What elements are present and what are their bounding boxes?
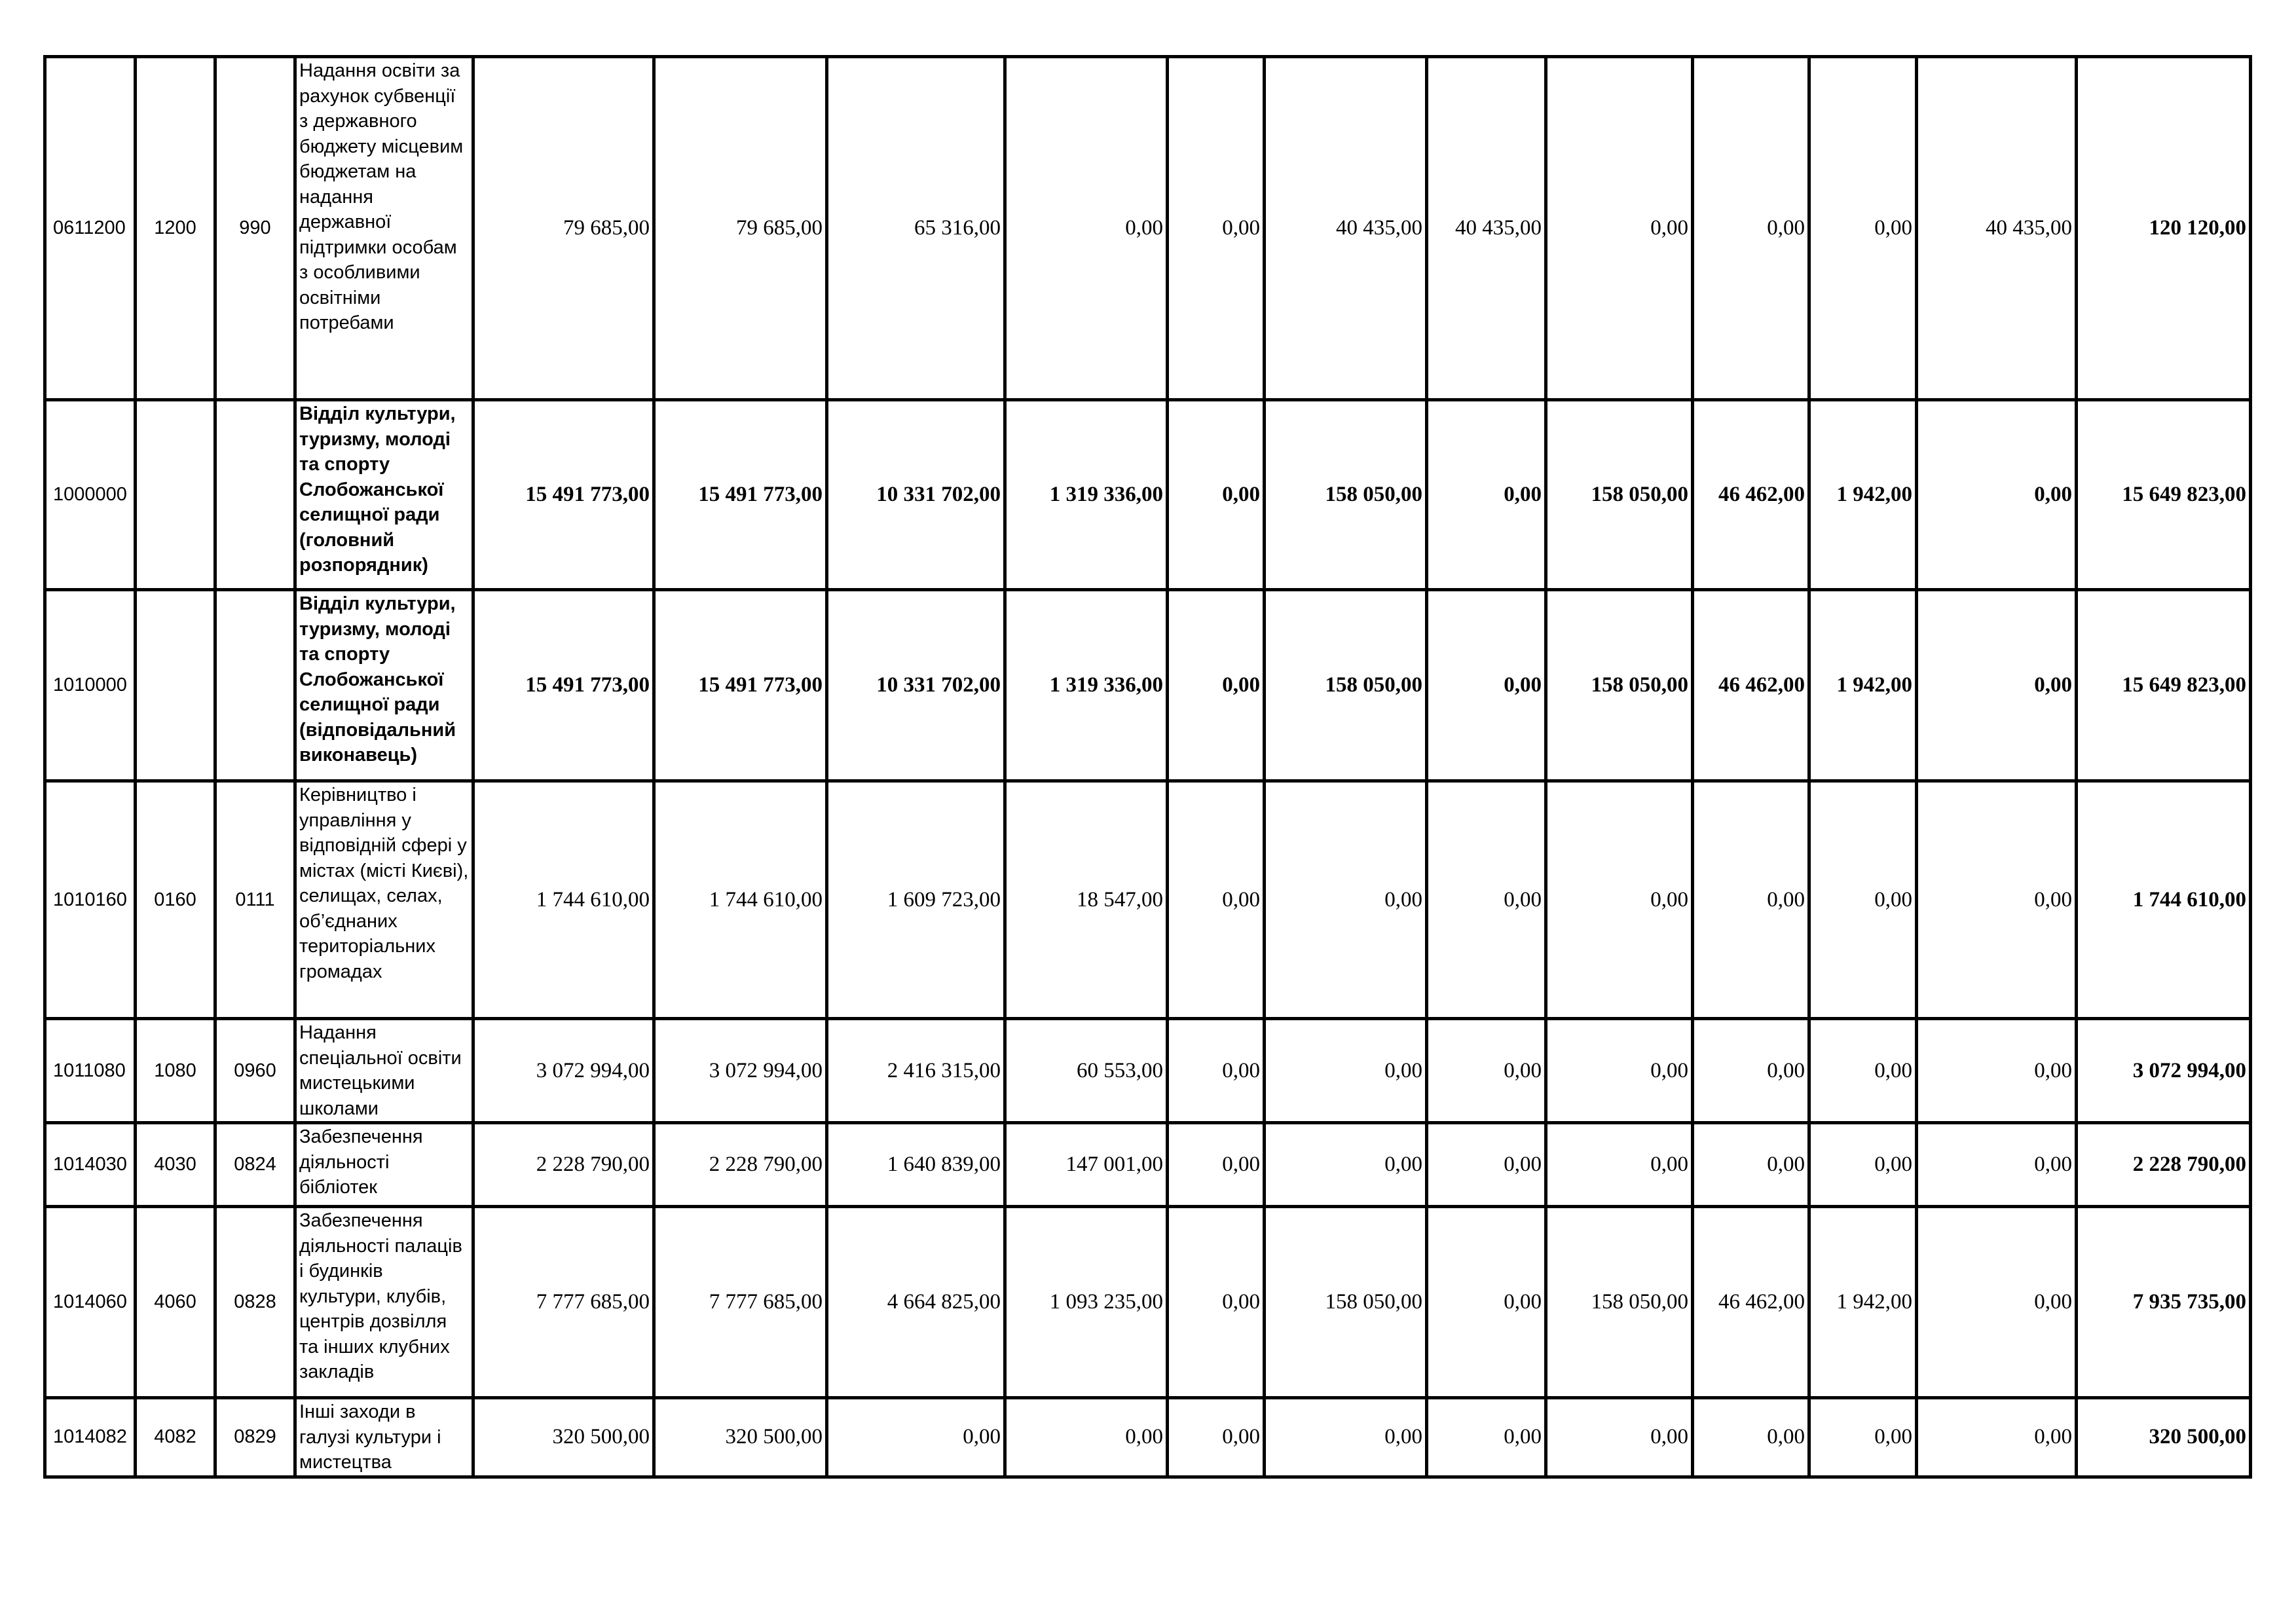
value-cell: 2 228 790,00	[473, 1123, 654, 1207]
kfkvk-code-cell	[215, 590, 295, 781]
total-cell: 15 649 823,00	[2077, 590, 2251, 781]
value-cell: 15 491 773,00	[654, 400, 827, 590]
value-cell: 0,00	[1005, 57, 1168, 400]
value-cell: 15 491 773,00	[473, 400, 654, 590]
value-cell: 15 491 773,00	[473, 590, 654, 781]
value-cell: 0,00	[1427, 781, 1546, 1019]
value-cell: 60 553,00	[1005, 1019, 1168, 1123]
value-cell: 320 500,00	[654, 1398, 827, 1477]
value-cell: 158 050,00	[1546, 1207, 1693, 1398]
value-cell: 0,00	[1265, 781, 1427, 1019]
value-cell: 40 435,00	[1917, 57, 2077, 400]
value-cell: 79 685,00	[654, 57, 827, 400]
value-cell: 0,00	[1265, 1398, 1427, 1477]
value-cell: 0,00	[1265, 1123, 1427, 1207]
function-code-cell: 4060	[136, 1207, 215, 1398]
value-cell: 158 050,00	[1546, 400, 1693, 590]
value-cell: 1 609 723,00	[827, 781, 1005, 1019]
program-code-cell: 1014060	[45, 1207, 136, 1398]
name-cell: Відділ культури, туризму, молоді та спорту Слобожанської селищної ради (відповідальний виконавець)	[295, 590, 473, 781]
name-cell: Надання спеціальної освіти мистецькими школами	[295, 1019, 473, 1123]
total-cell: 320 500,00	[2077, 1398, 2251, 1477]
value-cell: 0,00	[1693, 1398, 1809, 1477]
kfkvk-code-cell: 0960	[215, 1019, 295, 1123]
value-cell: 0,00	[1168, 1398, 1265, 1477]
value-cell: 0,00	[1693, 1123, 1809, 1207]
kfkvk-code-cell: 990	[215, 57, 295, 400]
value-cell: 0,00	[1168, 400, 1265, 590]
value-cell: 147 001,00	[1005, 1123, 1168, 1207]
function-code-cell: 4082	[136, 1398, 215, 1477]
value-cell: 158 050,00	[1265, 590, 1427, 781]
value-cell: 40 435,00	[1427, 57, 1546, 400]
kfkvk-code-cell: 0828	[215, 1207, 295, 1398]
value-cell: 0,00	[1917, 1019, 2077, 1123]
value-cell: 0,00	[1693, 1019, 1809, 1123]
program-code-cell: 0611200	[45, 57, 136, 400]
table-row	[45, 1398, 2251, 1477]
value-cell: 0,00	[1809, 57, 1917, 400]
total-cell: 15 649 823,00	[2077, 400, 2251, 590]
function-code-cell: 1200	[136, 57, 215, 400]
value-cell: 2 228 790,00	[654, 1123, 827, 1207]
value-cell: 46 462,00	[1693, 400, 1809, 590]
value-cell: 0,00	[1427, 590, 1546, 781]
value-cell: 0,00	[1427, 1123, 1546, 1207]
table-row	[45, 400, 2251, 590]
value-cell: 7 777 685,00	[473, 1207, 654, 1398]
program-code-cell: 1014082	[45, 1398, 136, 1477]
value-cell: 1 640 839,00	[827, 1123, 1005, 1207]
value-cell: 0,00	[1005, 1398, 1168, 1477]
value-cell: 0,00	[1917, 1123, 2077, 1207]
value-cell: 1 942,00	[1809, 400, 1917, 590]
value-cell: 15 491 773,00	[654, 590, 827, 781]
kfkvk-code-cell: 0829	[215, 1398, 295, 1477]
name-cell: Інші заходи в галузі культури і мистецтва	[295, 1398, 473, 1477]
value-cell: 1 319 336,00	[1005, 400, 1168, 590]
value-cell: 0,00	[1168, 1123, 1265, 1207]
value-cell: 0,00	[1427, 400, 1546, 590]
name-cell: Керівництво і управління у відповідній сфері у містах (місті Києві), селищах, селах, об’єднаних територіальних громадах	[295, 781, 473, 1019]
name-cell: Забезпечення діяльності палаців і будинків культури, клубів, центрів дозвілля та інших клубних закладів	[295, 1207, 473, 1398]
value-cell: 0,00	[1427, 1019, 1546, 1123]
program-code-cell: 1010160	[45, 781, 136, 1019]
value-cell: 46 462,00	[1693, 1207, 1809, 1398]
value-cell: 65 316,00	[827, 57, 1005, 400]
program-code-cell: 1010000	[45, 590, 136, 781]
value-cell: 1 744 610,00	[473, 781, 654, 1019]
value-cell: 0,00	[1265, 1019, 1427, 1123]
value-cell: 0,00	[1917, 1207, 2077, 1398]
value-cell: 40 435,00	[1265, 57, 1427, 400]
value-cell: 0,00	[1917, 1398, 2077, 1477]
value-cell: 10 331 702,00	[827, 400, 1005, 590]
value-cell: 0,00	[1693, 781, 1809, 1019]
total-cell: 120 120,00	[2077, 57, 2251, 400]
table-body	[45, 57, 2251, 1477]
value-cell: 0,00	[1546, 1019, 1693, 1123]
value-cell: 0,00	[1427, 1207, 1546, 1398]
value-cell: 0,00	[1546, 781, 1693, 1019]
value-cell: 0,00	[1917, 781, 2077, 1019]
value-cell: 0,00	[1917, 590, 2077, 781]
total-cell: 1 744 610,00	[2077, 781, 2251, 1019]
value-cell: 0,00	[1546, 57, 1693, 400]
total-cell: 2 228 790,00	[2077, 1123, 2251, 1207]
function-code-cell	[136, 590, 215, 781]
function-code-cell: 1080	[136, 1019, 215, 1123]
value-cell: 0,00	[1917, 400, 2077, 590]
function-code-cell: 4030	[136, 1123, 215, 1207]
value-cell: 1 744 610,00	[654, 781, 827, 1019]
name-cell: Надання освіти за рахунок субвенції з державного бюджету місцевим бюджетам на надання державної підтримки особам з особливими освітніми потребами	[295, 57, 473, 400]
value-cell: 3 072 994,00	[654, 1019, 827, 1123]
value-cell: 158 050,00	[1546, 590, 1693, 781]
value-cell: 0,00	[827, 1398, 1005, 1477]
value-cell: 320 500,00	[473, 1398, 654, 1477]
table-row	[45, 1123, 2251, 1207]
value-cell: 0,00	[1168, 781, 1265, 1019]
value-cell: 0,00	[1168, 1019, 1265, 1123]
value-cell: 10 331 702,00	[827, 590, 1005, 781]
value-cell: 158 050,00	[1265, 400, 1427, 590]
table-row	[45, 590, 2251, 781]
name-cell: Відділ культури, туризму, молоді та спорту Слобожанської селищної ради (головний розпорядник)	[295, 400, 473, 590]
budget-table	[43, 55, 2252, 1479]
value-cell: 0,00	[1809, 1123, 1917, 1207]
total-cell: 7 935 735,00	[2077, 1207, 2251, 1398]
value-cell: 1 093 235,00	[1005, 1207, 1168, 1398]
value-cell: 0,00	[1693, 57, 1809, 400]
value-cell: 46 462,00	[1693, 590, 1809, 781]
kfkvk-code-cell: 0824	[215, 1123, 295, 1207]
value-cell: 158 050,00	[1265, 1207, 1427, 1398]
value-cell: 1 942,00	[1809, 1207, 1917, 1398]
table-row	[45, 1019, 2251, 1123]
table-row	[45, 781, 2251, 1019]
value-cell: 3 072 994,00	[473, 1019, 654, 1123]
total-cell: 3 072 994,00	[2077, 1019, 2251, 1123]
program-code-cell: 1000000	[45, 400, 136, 590]
kfkvk-code-cell: 0111	[215, 781, 295, 1019]
value-cell: 0,00	[1809, 1398, 1917, 1477]
value-cell: 0,00	[1427, 1398, 1546, 1477]
value-cell: 0,00	[1168, 590, 1265, 781]
value-cell: 0,00	[1546, 1123, 1693, 1207]
function-code-cell	[136, 400, 215, 590]
table-row	[45, 57, 2251, 400]
value-cell: 4 664 825,00	[827, 1207, 1005, 1398]
value-cell: 1 942,00	[1809, 590, 1917, 781]
value-cell: 0,00	[1168, 57, 1265, 400]
value-cell: 18 547,00	[1005, 781, 1168, 1019]
value-cell: 0,00	[1809, 1019, 1917, 1123]
value-cell: 7 777 685,00	[654, 1207, 827, 1398]
value-cell: 1 319 336,00	[1005, 590, 1168, 781]
value-cell: 2 416 315,00	[827, 1019, 1005, 1123]
value-cell: 0,00	[1546, 1398, 1693, 1477]
value-cell: 0,00	[1809, 781, 1917, 1019]
value-cell: 0,00	[1168, 1207, 1265, 1398]
function-code-cell: 0160	[136, 781, 215, 1019]
program-code-cell: 1014030	[45, 1123, 136, 1207]
table-row	[45, 1207, 2251, 1398]
value-cell: 79 685,00	[473, 57, 654, 400]
kfkvk-code-cell	[215, 400, 295, 590]
program-code-cell: 1011080	[45, 1019, 136, 1123]
name-cell: Забезпечення діяльності бібліотек	[295, 1123, 473, 1207]
